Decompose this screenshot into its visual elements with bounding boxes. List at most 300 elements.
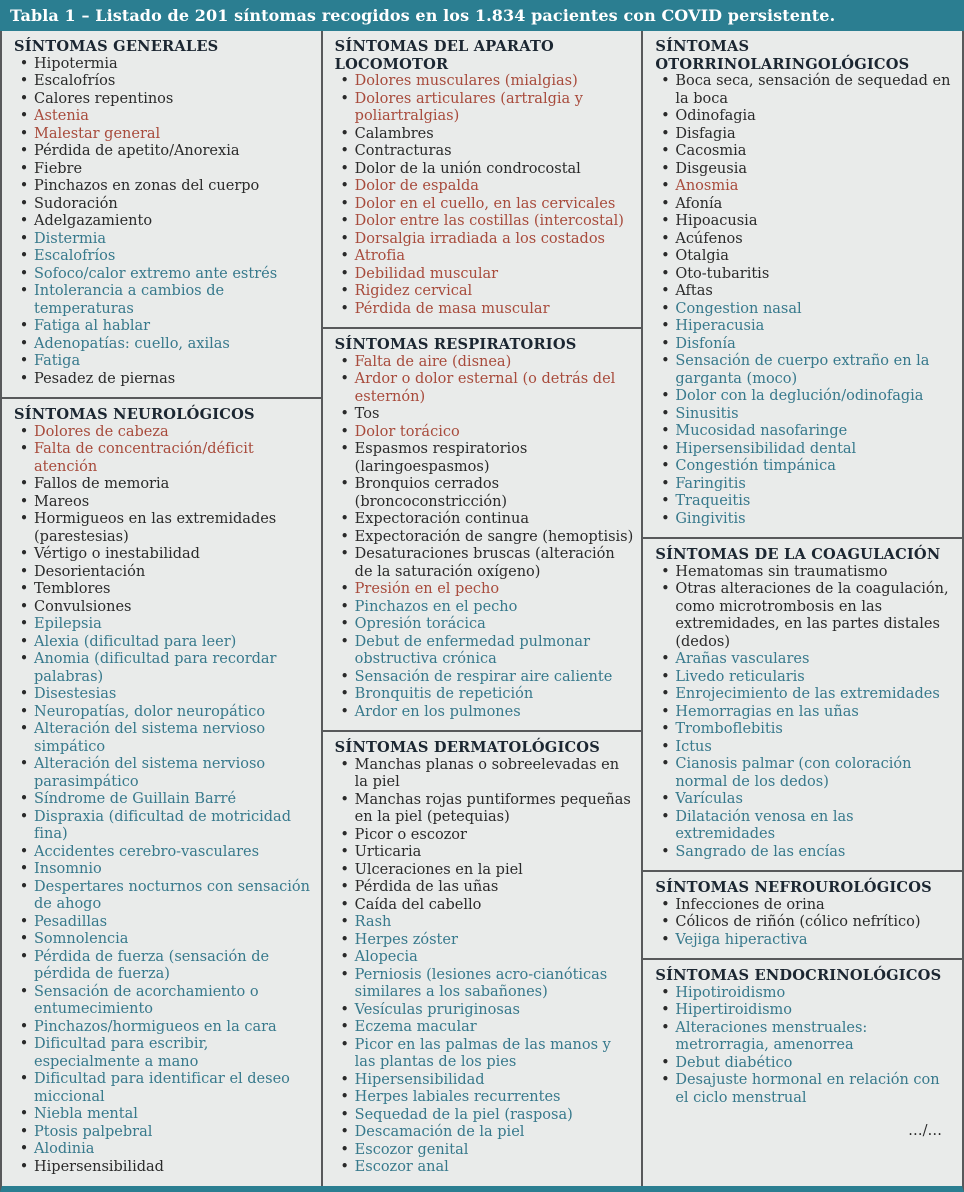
- symptom-text: Pérdida de las uñas: [354, 879, 499, 895]
- symptom-text: Pesadillas: [34, 913, 108, 930]
- symptom-text: Hemorragias en las uñas: [675, 703, 859, 720]
- bullet-icon: •: [19, 1036, 29, 1052]
- symptom-text: Acúfenos: [675, 230, 743, 247]
- bullet-icon: •: [661, 353, 670, 369]
- bullet-icon: •: [340, 581, 349, 597]
- bullet-icon: •: [19, 791, 29, 807]
- section-sintomas-dermatologicos: [323, 730, 642, 1186]
- bullet-icon: •: [340, 178, 349, 194]
- bullet-icon: •: [19, 931, 29, 947]
- bullet-icon: •: [661, 160, 670, 177]
- bullet-icon: •: [19, 125, 29, 142]
- symptom-text: Despertares nocturnos con sensación de ahogo: [34, 878, 310, 912]
- bullet-icon: •: [661, 475, 670, 492]
- symptom-item: [335, 1072, 634, 1090]
- symptom-text: Ulceraciones en la piel: [354, 861, 523, 878]
- symptom-item: [335, 196, 634, 214]
- symptom-text: Tos: [354, 406, 380, 422]
- bullet-icon: •: [19, 581, 29, 597]
- symptom-text: Descamación de la piel: [354, 1124, 525, 1140]
- symptom-item: [335, 862, 634, 880]
- symptom-text: Cianosis palmar (con coloración normal de los dedos): [675, 756, 912, 790]
- symptom-item: [14, 511, 313, 546]
- symptom-item: [14, 616, 313, 634]
- symptom-item: [655, 231, 954, 249]
- symptom-text: Calambres: [354, 125, 434, 142]
- symptom-text: Sudoración: [34, 195, 118, 212]
- symptom-text: Hormigueos en las extremidades (parestesias): [34, 511, 277, 545]
- symptom-text: Vesículas pruriginosas: [354, 1001, 520, 1018]
- bullet-icon: •: [19, 370, 29, 387]
- symptom-item: [14, 1019, 313, 1037]
- bullet-icon: •: [19, 598, 29, 615]
- symptom-item: [14, 283, 313, 318]
- bullet-icon: •: [19, 651, 29, 667]
- symptom-text: Pinchazos en el pecho: [354, 598, 518, 615]
- symptom-text: Síndrome de Guillain Barré: [34, 791, 237, 807]
- bullet-icon: •: [340, 949, 349, 965]
- symptom-text: Alodinia: [34, 1141, 95, 1157]
- symptom-text: Disfagia: [675, 125, 736, 142]
- bullet-icon: •: [19, 721, 29, 737]
- symptom-item: [335, 686, 634, 704]
- symptom-text: Falta de aire (disnea): [354, 353, 512, 370]
- bullet-icon: •: [340, 546, 349, 562]
- bullet-icon: •: [19, 108, 29, 124]
- symptom-item: [14, 984, 313, 1019]
- bullet-icon: •: [19, 230, 29, 247]
- symptom-list: [14, 56, 313, 389]
- symptom-text: Ardor o dolor esternal (o detrás del esternón): [354, 371, 616, 405]
- symptom-item: [14, 1106, 313, 1124]
- bullet-icon: •: [340, 1089, 349, 1105]
- symptom-item: [14, 353, 313, 371]
- symptom-item: [655, 493, 954, 511]
- symptom-item: [335, 406, 634, 424]
- symptom-text: Bronquitis de repetición: [354, 686, 534, 702]
- symptom-item: [14, 599, 313, 617]
- symptom-item: [655, 283, 954, 301]
- bullet-icon: •: [340, 230, 349, 247]
- symptom-text: Picor o escozor: [354, 826, 467, 843]
- symptom-item: [655, 266, 954, 284]
- bullet-icon: •: [661, 1054, 670, 1071]
- symptom-text: Dolores de cabeza: [34, 423, 169, 440]
- symptom-text: Dificultad para escribir, especialmente a mano: [34, 1036, 209, 1070]
- symptom-item: [335, 1089, 634, 1107]
- bullet-icon: •: [340, 598, 349, 615]
- symptom-text: Congestión timpánica: [675, 458, 836, 474]
- symptom-item: [335, 126, 634, 144]
- bullet-icon: •: [19, 353, 29, 369]
- section-title: SÍNTOMAS GENERALES: [14, 38, 219, 55]
- symptom-item: [335, 283, 634, 301]
- symptom-item: [655, 301, 954, 319]
- symptom-text: Expectoración de sangre (hemoptisis): [354, 528, 634, 545]
- symptom-item: [335, 1107, 634, 1125]
- bullet-icon: •: [19, 686, 29, 702]
- symptom-item: [335, 371, 634, 406]
- symptom-text: Congestion nasal: [675, 300, 802, 317]
- symptom-text: Adenopatías: cuello, axilas: [34, 335, 230, 352]
- symptom-text: Dificultad para identificar el deseo miccional: [34, 1071, 290, 1105]
- symptom-item: [335, 1159, 634, 1177]
- symptom-item: [335, 897, 634, 915]
- symptom-item: [655, 564, 954, 582]
- symptom-item: [335, 91, 634, 126]
- symptom-text: Dolor en el cuello, en las cervicales: [354, 195, 616, 212]
- symptom-item: [655, 423, 954, 441]
- symptom-text: Sensación de cuerpo extraño en la garganta (moco): [675, 353, 930, 387]
- symptom-item: [14, 756, 313, 791]
- bullet-icon: •: [340, 248, 349, 264]
- symptom-item: [655, 791, 954, 809]
- symptom-text: Pesadez de piernas: [34, 370, 176, 387]
- symptom-item: [14, 581, 313, 599]
- symptom-item: [335, 914, 634, 932]
- symptom-item: [655, 476, 954, 494]
- bullet-icon: •: [340, 300, 349, 317]
- symptom-text: Ardor en los pulmones: [354, 703, 521, 720]
- symptom-text: Hipertiroidismo: [675, 1002, 793, 1018]
- symptom-item: [14, 721, 313, 756]
- symptom-item: [14, 178, 313, 196]
- symptom-item: [14, 704, 313, 722]
- bullet-icon: •: [340, 861, 349, 878]
- bullet-icon: •: [661, 335, 670, 352]
- section-sintomas-del-aparato-locomotor: [323, 31, 642, 327]
- symptom-item: [14, 686, 313, 704]
- symptom-text: Escozor genital: [354, 1141, 469, 1158]
- symptom-item: [655, 458, 954, 476]
- symptom-item: [14, 634, 313, 652]
- bullet-icon: •: [340, 1124, 349, 1140]
- bullet-icon: •: [661, 213, 670, 229]
- symptom-item: [335, 511, 634, 529]
- symptom-text: Expectoración continua: [354, 511, 529, 527]
- section-sintomas-generales: [2, 31, 321, 397]
- symptom-item: [335, 424, 634, 442]
- column-1: [2, 31, 321, 1186]
- symptom-item: [335, 949, 634, 967]
- symptom-text: Adelgazamiento: [34, 213, 153, 229]
- symptom-list: [655, 897, 954, 950]
- symptom-item: [14, 1071, 313, 1106]
- section-title: SÍNTOMAS DERMATOLÓGICOS: [334, 739, 600, 756]
- bullet-icon: •: [661, 896, 670, 913]
- symptom-text: Bronquios cerrados (broncoconstricción): [354, 476, 508, 510]
- symptom-item: [655, 108, 954, 126]
- bullet-icon: •: [661, 756, 670, 772]
- bullet-icon: •: [340, 73, 349, 89]
- section-sintomas-otorrinolaringologicos: [643, 31, 962, 537]
- bullet-icon: •: [19, 143, 29, 159]
- symptom-item: [335, 546, 634, 581]
- bullet-icon: •: [340, 1106, 349, 1123]
- bullet-icon: •: [19, 948, 29, 965]
- symptom-text: Escalofríos: [34, 73, 116, 89]
- symptom-item: [335, 301, 634, 319]
- section-sintomas-endocrinologicos: [643, 958, 962, 1186]
- symptom-item: [14, 143, 313, 161]
- bullet-icon: •: [340, 686, 349, 702]
- section-sintomas-nefrourologicos: [643, 870, 962, 958]
- symptom-item: [655, 1002, 954, 1020]
- symptom-item: [335, 581, 634, 599]
- symptom-item: [14, 248, 313, 266]
- bullet-icon: •: [340, 511, 349, 527]
- bullet-icon: •: [340, 1141, 349, 1158]
- symptom-text: Sangrado de las encías: [675, 843, 846, 860]
- symptom-text: Hipoacusia: [675, 213, 758, 229]
- symptom-item: [655, 686, 954, 704]
- bullet-icon: •: [340, 633, 349, 650]
- bullet-icon: •: [340, 703, 349, 720]
- bullet-icon: •: [661, 318, 670, 334]
- bullet-icon: •: [661, 388, 670, 404]
- bullet-icon: •: [19, 423, 29, 440]
- symptom-item: [14, 1159, 313, 1177]
- section-title: SÍNTOMAS NEFROUROLÓGICOS: [655, 879, 932, 896]
- bullet-icon: •: [661, 1002, 670, 1018]
- symptom-text: Varículas: [675, 791, 743, 807]
- symptom-item: [655, 73, 954, 108]
- symptom-text: Alopecia: [354, 949, 418, 965]
- symptom-item: [335, 634, 634, 669]
- bullet-icon: •: [19, 546, 29, 562]
- symptom-text: Urticaria: [354, 844, 422, 860]
- symptom-item: [14, 651, 313, 686]
- symptom-text: Temblores: [34, 581, 111, 597]
- bullet-icon: •: [19, 703, 29, 720]
- symptom-text: Somnolencia: [34, 931, 129, 947]
- symptom-item: [335, 529, 634, 547]
- symptom-item: [14, 336, 313, 354]
- symptom-item: [655, 669, 954, 687]
- symptom-text: Dilatación venosa en las extremidades: [675, 808, 854, 842]
- symptom-item: [14, 73, 313, 91]
- column-3: [641, 31, 962, 1186]
- symptom-text: Desorientación: [34, 563, 146, 580]
- symptom-text: Falta de concentración/déficit atención: [34, 441, 254, 475]
- bullet-icon: •: [340, 931, 349, 948]
- symptom-item: [655, 914, 954, 932]
- table-header-bar: [0, 0, 964, 31]
- symptom-item: [655, 739, 954, 757]
- symptom-text: Accidentes cerebro-vasculares: [34, 843, 260, 860]
- symptom-text: Disfonía: [675, 335, 736, 352]
- symptom-item: [14, 213, 313, 231]
- symptom-text: Otalgia: [675, 248, 729, 264]
- bullet-icon: •: [19, 90, 29, 107]
- symptom-text: Anomia (dificultad para recordar palabras): [34, 651, 277, 685]
- symptom-text: Fatiga al hablar: [34, 318, 151, 334]
- bullet-icon: •: [661, 125, 670, 142]
- symptom-item: [14, 1141, 313, 1159]
- symptom-text: Sinusitis: [675, 405, 739, 422]
- symptom-item: [335, 354, 634, 372]
- section-title: SÍNTOMAS RESPIRATORIOS: [334, 336, 577, 353]
- symptom-item: [14, 424, 313, 442]
- bullet-icon: •: [340, 966, 349, 983]
- bullet-icon: •: [19, 1141, 29, 1157]
- symptom-text: Atrofia: [354, 248, 406, 264]
- symptom-item: [335, 879, 634, 897]
- symptom-text: Alteración del sistema nervioso simpático: [34, 721, 266, 755]
- bullet-icon: •: [661, 808, 670, 825]
- bullet-icon: •: [340, 441, 349, 457]
- bullet-icon: •: [19, 283, 29, 299]
- symptom-item: [655, 213, 954, 231]
- symptom-item: [335, 161, 634, 179]
- symptom-text: Gingivitis: [675, 510, 746, 527]
- bullet-icon: •: [340, 1019, 349, 1035]
- symptom-text: Boca seca, sensación de sequedad en la boca: [675, 73, 951, 107]
- symptom-item: [14, 266, 313, 284]
- bullet-icon: •: [19, 265, 29, 282]
- section-title: SÍNTOMAS OTORRINOLARINGOLÓGICOS: [655, 38, 910, 73]
- bullet-icon: •: [661, 914, 670, 930]
- symptom-text: Tromboflebitis: [675, 721, 783, 737]
- symptom-item: [655, 318, 954, 336]
- symptom-text: Mucosidad nasofaringe: [675, 423, 848, 439]
- symptom-text: Hematomas sin traumatismo: [675, 563, 888, 580]
- bullet-icon: •: [19, 1106, 29, 1122]
- symptom-item: [14, 476, 313, 494]
- bullet-icon: •: [19, 195, 29, 212]
- symptom-item: [14, 931, 313, 949]
- bullet-icon: •: [661, 300, 670, 317]
- bullet-icon: •: [19, 1158, 29, 1175]
- symptom-item: [335, 1002, 634, 1020]
- symptom-text: Alteración del sistema nervioso parasimpático: [34, 756, 266, 790]
- symptom-item: [655, 511, 954, 529]
- symptom-item: [655, 721, 954, 739]
- symptom-item: [655, 336, 954, 354]
- section-sintomas-neurologicos: [2, 397, 321, 1186]
- bullet-icon: •: [661, 1072, 670, 1088]
- bullet-icon: •: [340, 616, 349, 632]
- bullet-icon: •: [19, 808, 29, 825]
- symptom-text: Fatiga: [34, 353, 81, 369]
- symptom-item: [335, 599, 634, 617]
- symptom-item: [655, 985, 954, 1003]
- symptom-text: Calores repentinos: [34, 90, 174, 107]
- symptom-item: [14, 914, 313, 932]
- symptom-text: Oto-tubaritis: [675, 265, 770, 282]
- bullet-icon: •: [19, 335, 29, 352]
- symptom-text: Pérdida de masa muscular: [354, 300, 550, 317]
- symptom-text: Hipersensibilidad: [354, 1071, 485, 1088]
- symptom-list: [655, 564, 954, 862]
- symptom-text: Traqueitis: [675, 493, 751, 509]
- bullet-icon: •: [19, 616, 29, 632]
- bullet-icon: •: [661, 405, 670, 422]
- symptom-text: Manchas rojas puntiformes pequeñas en la piel (petequias): [354, 791, 631, 825]
- bullet-icon: •: [661, 178, 670, 194]
- symptom-text: Convulsiones: [34, 598, 132, 615]
- symptom-text: Vértigo o inestabilidad: [34, 546, 200, 562]
- symptom-text: Escozor anal: [354, 1159, 449, 1175]
- symptom-text: Vejiga hiperactiva: [675, 931, 808, 948]
- bullet-icon: •: [340, 896, 349, 913]
- symptom-item: [335, 231, 634, 249]
- symptom-text: Picor en las palmas de las manos y las plantas de los pies: [354, 1036, 611, 1070]
- bullet-icon: •: [19, 1071, 29, 1087]
- symptom-item: [14, 809, 313, 844]
- symptom-item: [14, 494, 313, 512]
- symptom-item: [335, 827, 634, 845]
- symptom-item: [14, 161, 313, 179]
- symptom-text: Dolor de espalda: [354, 178, 479, 194]
- bullet-icon: •: [661, 248, 670, 264]
- bullet-icon: •: [19, 756, 29, 772]
- symptom-text: Escalofríos: [34, 248, 116, 264]
- bullet-icon: •: [19, 861, 29, 877]
- symptom-text: Desaturaciones bruscas (alteración de la saturación oxígeno): [354, 546, 615, 580]
- symptom-text: Hiperacusia: [675, 318, 765, 334]
- symptom-item: [14, 318, 313, 336]
- bullet-icon: •: [19, 633, 29, 650]
- section-title: SÍNTOMAS ENDOCRINOLÓGICOS: [655, 967, 942, 984]
- symptom-text: Caída del cabello: [354, 896, 482, 913]
- bullet-icon: •: [340, 125, 349, 142]
- bullet-icon: •: [19, 213, 29, 229]
- symptom-item: [655, 1055, 954, 1073]
- symptom-item: [14, 1124, 313, 1142]
- bullet-icon: •: [19, 913, 29, 930]
- bullet-icon: •: [661, 73, 670, 89]
- symptom-list: [335, 757, 634, 1177]
- symptom-text: Malestar general: [34, 125, 161, 142]
- bullet-icon: •: [340, 213, 349, 229]
- bullet-icon: •: [340, 756, 349, 773]
- symptom-text: Distermia: [34, 230, 107, 247]
- bullet-icon: •: [661, 843, 670, 860]
- bullet-icon: •: [19, 511, 29, 527]
- symptom-item: [655, 441, 954, 459]
- symptom-item: [655, 932, 954, 950]
- bullet-icon: •: [19, 318, 29, 334]
- symptom-text: Faringitis: [675, 475, 746, 492]
- bullet-icon: •: [661, 143, 670, 159]
- symptom-text: Herpes zóster: [354, 931, 458, 948]
- symptom-text: Ptosis palpebral: [34, 1123, 153, 1140]
- symptom-text: Herpes labiales recurrentes: [354, 1089, 561, 1105]
- symptom-text: Dolores musculares (mialgias): [354, 73, 578, 89]
- symptom-item: [14, 108, 313, 126]
- continuation-mark: …/…: [908, 1123, 943, 1139]
- bullet-icon: •: [661, 738, 670, 755]
- symptom-item: [655, 406, 954, 424]
- bullet-icon: •: [19, 843, 29, 860]
- bullet-icon: •: [340, 879, 349, 895]
- symptom-text: Debut de enfermedad pulmonar obstructiva crónica: [354, 633, 591, 667]
- symptom-item: [14, 879, 313, 914]
- bullet-icon: •: [661, 668, 670, 685]
- symptom-text: Dispraxia (dificultad de motricidad fina): [34, 808, 291, 842]
- bullet-icon: •: [661, 563, 670, 580]
- bullet-icon: •: [661, 581, 670, 597]
- symptom-text: Hipersensibilidad: [34, 1158, 164, 1175]
- symptom-item: [335, 1019, 634, 1037]
- symptom-item: [335, 844, 634, 862]
- symptom-text: Neuropatías, dolor neuropático: [34, 703, 266, 720]
- symptom-item: [14, 371, 313, 389]
- bullet-icon: •: [340, 1071, 349, 1088]
- symptom-text: Fiebre: [34, 160, 83, 177]
- symptom-text: Pinchazos en zonas del cuerpo: [34, 178, 260, 194]
